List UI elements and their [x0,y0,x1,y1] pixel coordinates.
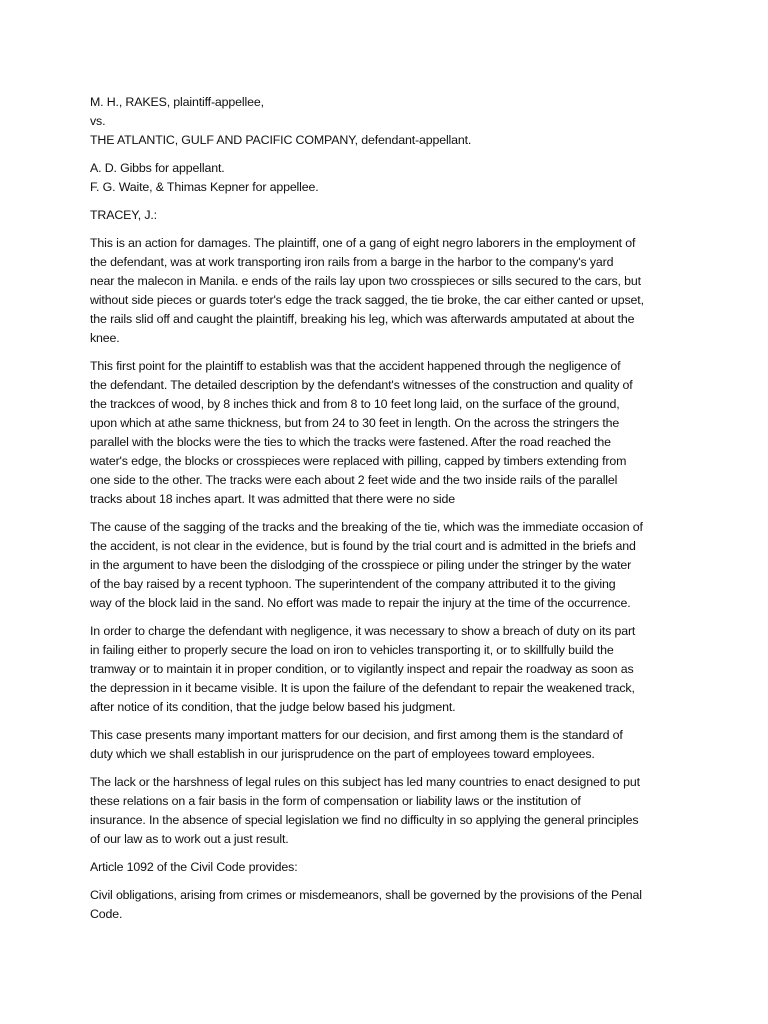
paragraph-line: This first point for the plaintiff to establish was that the accident happened through the negligence of [90,359,621,373]
paragraph-line: water's edge, the blocks or crosspieces were replaced with pilling, capped by timbers extending from [90,454,627,468]
paragraph-line: way of the block laid in the sand. No effort was made to repair the injury at the time of the occurrence. [90,596,631,610]
paragraph-line: parallel with the blocks were the ties to which the tracks were fastened. After the road reached the [90,435,611,449]
paragraph-line: one side to the other. The tracks were each about 2 feet wide and the two inside rails of the parallel [90,473,618,487]
paragraph-line: the depression in it became visible. It is upon the failure of the defendant to repair the weakened track, [90,681,635,695]
paragraph-line: This case presents many important matters for our decision, and first among them is the standard of [90,728,623,742]
paragraph-line: without side pieces or guards toter's edge the track sagged, the tie broke, the car either canted or upset, [90,293,644,307]
caption-line: THE ATLANTIC, GULF AND PACIFIC COMPANY, defendant-appellant. [90,133,472,147]
paragraph-line: The lack or the harshness of legal rules on this subject has led many countries to enact designed to put [90,775,640,789]
counsel-line: F. G. Waite, & Thimas Kepner for appellee. [90,180,319,194]
paragraph-line: tramway or to maintain it in proper condition, or to vigilantly inspect and repair the roadway as soon as [90,662,634,676]
paragraph-line: the defendant. The detailed description by the defendant's witnesses of the construction and quality of [90,378,633,392]
judge-line: TRACEY, J.: [90,208,157,222]
paragraph-line: the trackces of wood, by 8 inches thick and from 8 to 10 feet long laid, on the surface of the ground, [90,397,620,411]
paragraph-line: knee. [90,331,120,345]
document-page [90,93,680,933]
paragraph-line: duty which we shall establish in our jurisprudence on the part of employees toward employees. [90,747,595,761]
paragraph-line: near the malecon in Manila. e ends of the rails lay upon two crosspieces or sills secured to the cars, but [90,274,641,288]
quoted-provision [90,886,680,924]
paragraph-line: of the bay raised by a recent typhoon. The superintendent of the company attributed it to the giving [90,577,616,591]
caption-line: vs. [90,114,106,128]
paragraph [90,234,680,348]
counsel-block [90,159,680,197]
paragraph-line: Article 1092 of the Civil Code provides: [90,860,298,874]
paragraph-line: in the argument to have been the dislodging of the crosspiece or piling under the stringer by the water [90,558,632,572]
paragraph-line: This is an action for damages. The plaintiff, one of a gang of eight negro laborers in the employment of [90,236,636,250]
paragraph-line: In order to charge the defendant with negligence, it was necessary to show a breach of duty on its part [90,624,636,638]
paragraph-line: Code. [90,907,123,921]
paragraph-line: the defendant, was at work transporting iron rails from a barge in the harbor to the company's yard [90,255,614,269]
paragraph [90,773,680,849]
paragraph-line: the rails slid off and caught the plaintiff, breaking his leg, which was afterwards amputated at about the [90,312,635,326]
paragraph-line: tracks about 18 inches apart. It was admitted that there were no side [90,492,456,506]
paragraph-line: after notice of its condition, that the judge below based his judgment. [90,700,456,714]
paragraph-line: these relations on a fair basis in the form of compensation or liability laws or the institution of [90,794,581,808]
paragraph [90,726,680,764]
caption-line: M. H., RAKES, plaintiff-appellee, [90,95,264,109]
paragraph-line: upon which at athe same thickness, but from 24 to 30 feet in length. On the across the stringers the [90,416,620,430]
case-caption [90,93,680,150]
paragraph-line: the accident, is not clear in the evidence, but is found by the trial court and is admitted in the briefs and [90,539,636,553]
counsel-line: A. D. Gibbs for appellant. [90,161,225,175]
paragraph [90,518,680,613]
paragraph [90,858,680,877]
paragraph-line: of our law as to work out a just result. [90,832,289,846]
paragraph-line: insurance. In the absence of special legislation we find no difficulty in so applying the general principles [90,813,639,827]
paragraph-line: Civil obligations, arising from crimes or misdemeanors, shall be governed by the provisions of the Penal [90,888,642,902]
paragraph-line: in failing either to properly secure the load on iron to vehicles transporting it, or to skillfully build the [90,643,614,657]
judge-heading [90,206,680,225]
paragraph-line: The cause of the sagging of the tracks and the breaking of the tie, which was the immediate occasion of [90,520,643,534]
paragraph [90,357,680,509]
paragraph [90,622,680,717]
